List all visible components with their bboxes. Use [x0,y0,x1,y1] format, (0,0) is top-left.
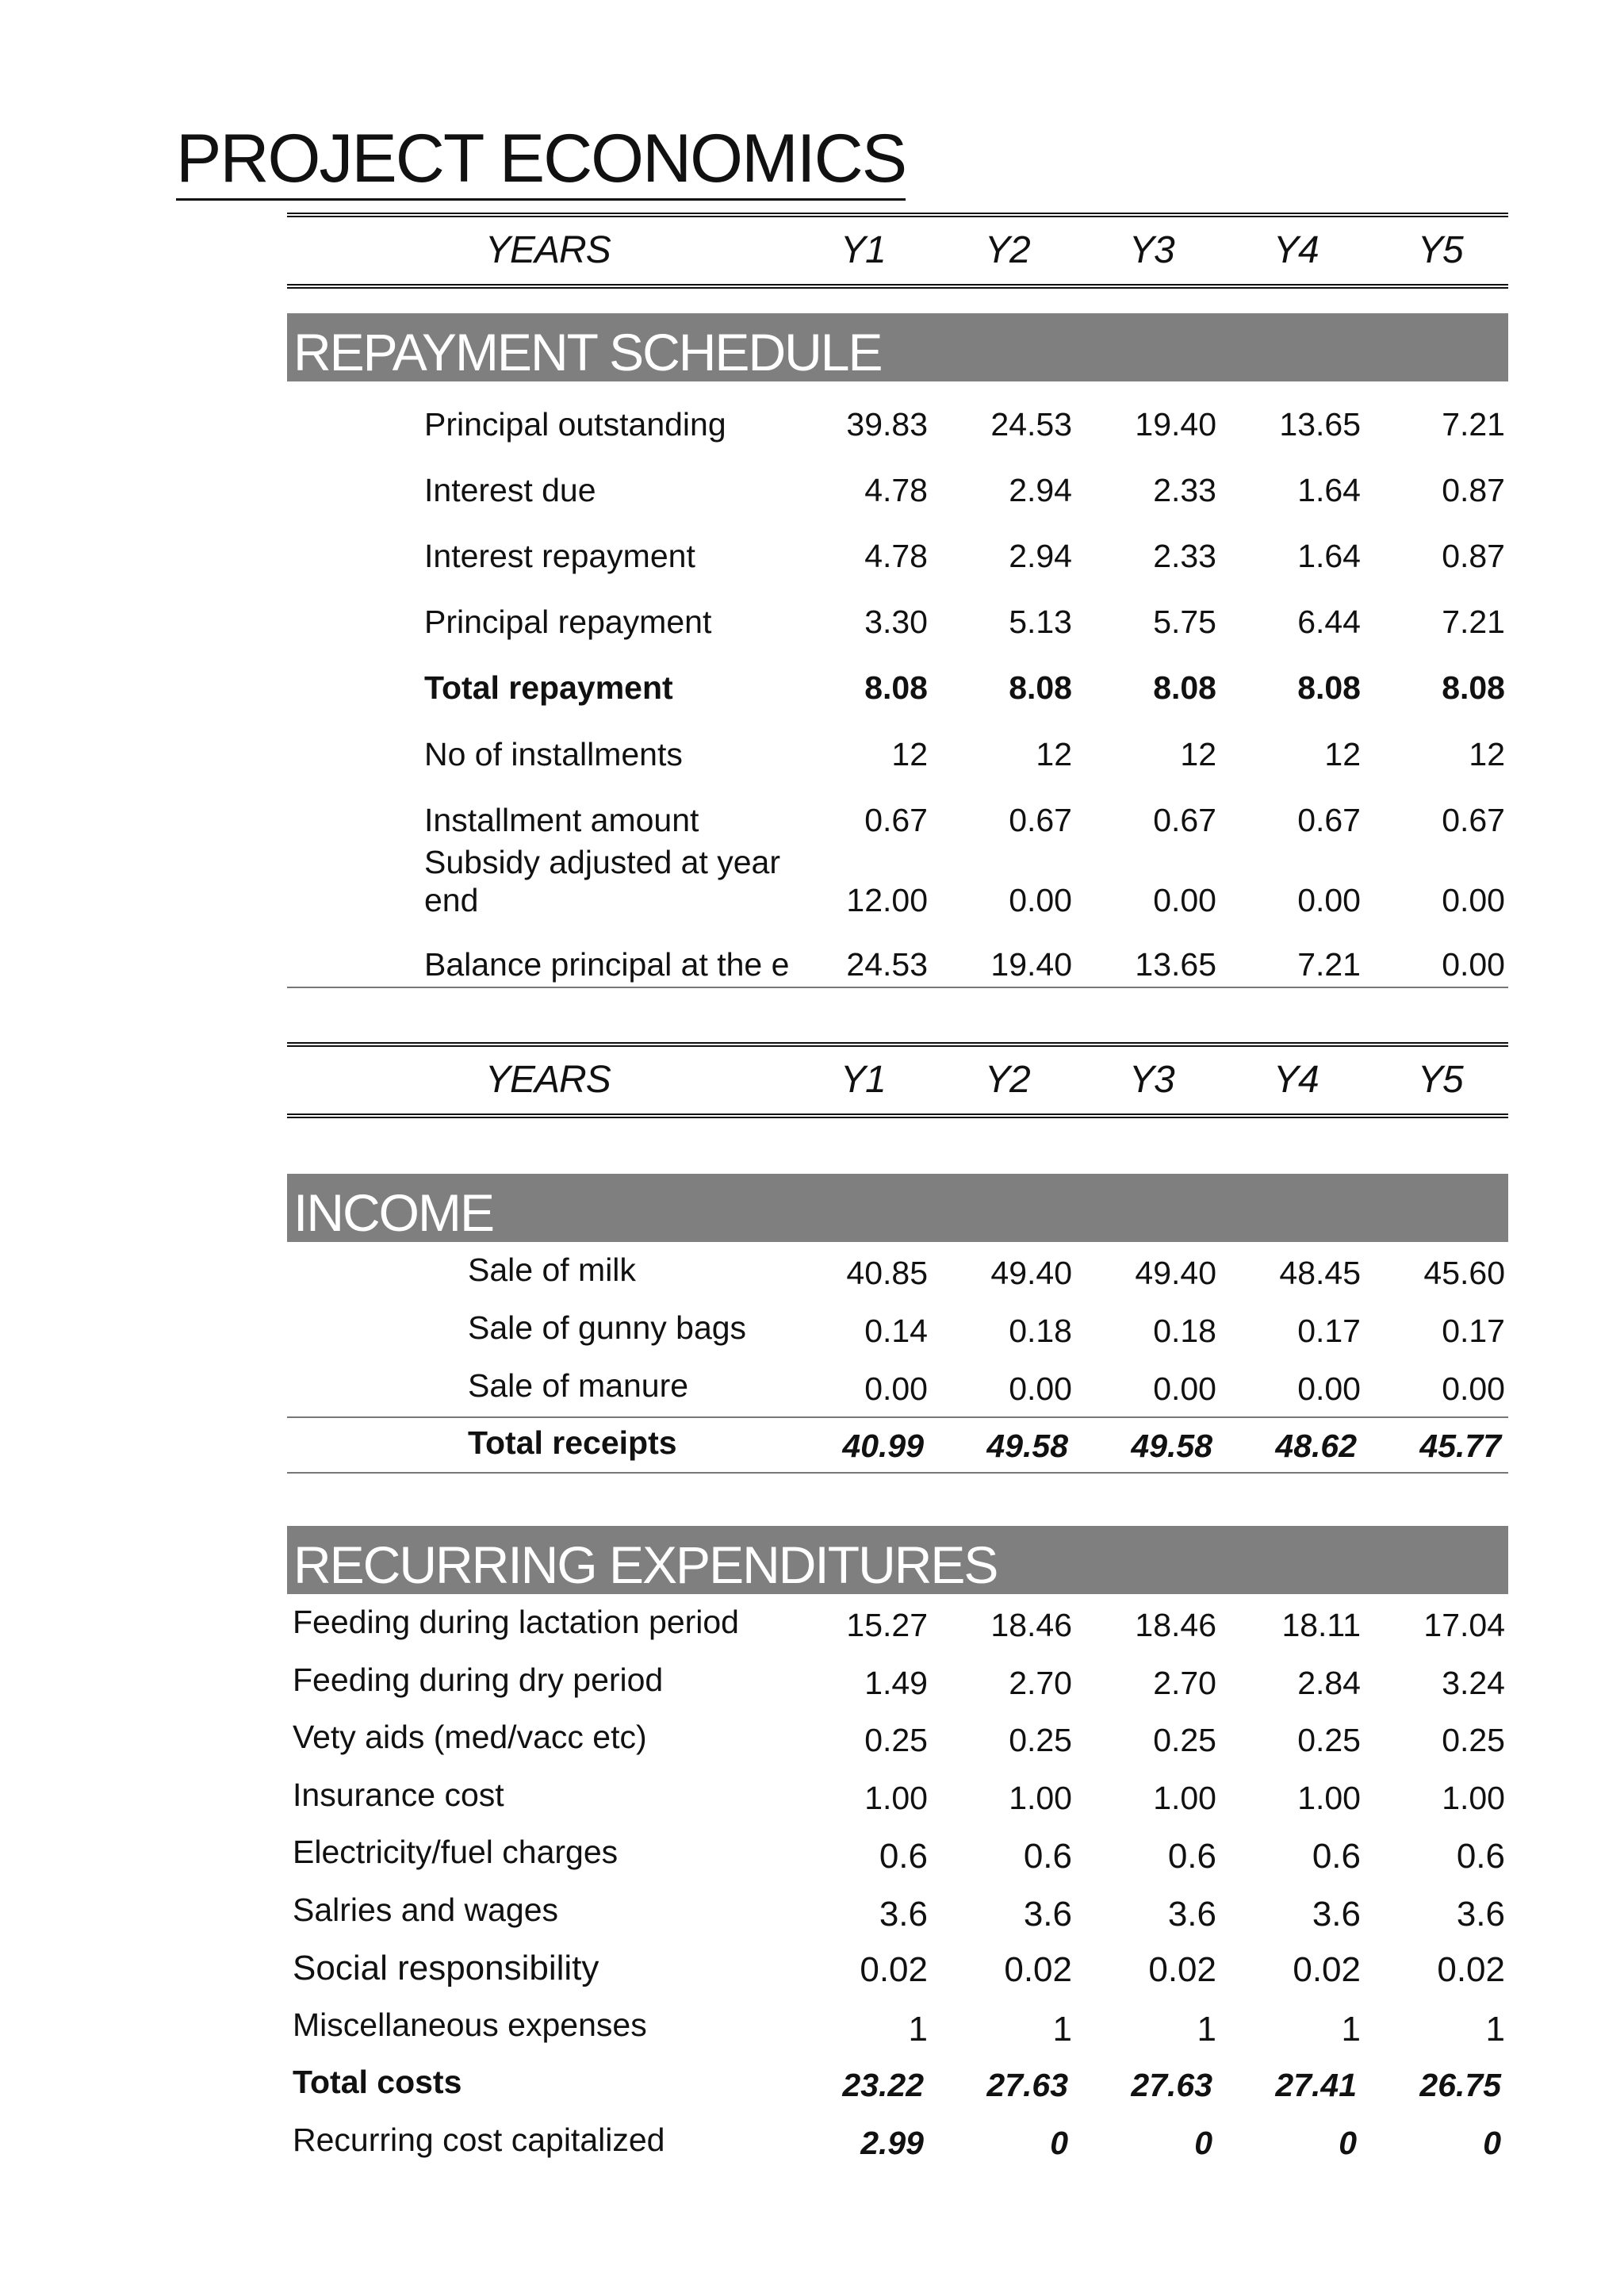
value-y1: 1.00 [864,1780,928,1816]
value-y3: 0.25 [1153,1722,1216,1758]
table-row [0,1949,1624,1996]
years-header [287,213,1508,289]
value-y5: 8.08 [1442,669,1505,706]
value-y3: 2.33 [1153,472,1216,508]
table-row [0,604,1624,651]
table-row-total-costs [0,2064,1624,2111]
value-y2: 8.08 [1009,669,1072,706]
value-y5: 0.87 [1442,538,1505,574]
value-y4: 2.84 [1297,1665,1361,1701]
value-y1: 40.99 [842,1428,924,1464]
divider [287,1416,1508,1418]
value-y1: 8.08 [864,669,928,706]
table-row [0,2122,1624,2169]
row-label: Sale of gunny bags [468,1309,747,1346]
row-label: Sale of manure [468,1367,689,1404]
value-y4: 0.6 [1312,1837,1361,1876]
year-y1: Y1 [841,229,886,271]
value-y2: 0.6 [1023,1837,1072,1876]
value-y3: 1 [1197,2010,1216,2049]
table-row [0,736,1624,784]
value-y1: 3.30 [864,604,928,640]
value-y5: 26.75 [1419,2067,1501,2103]
divider [287,1472,1508,1474]
year-y3: Y3 [1129,1059,1174,1101]
row-label: No of installments [424,736,683,772]
value-y4: 0.00 [1297,1370,1361,1407]
value-y4: 6.44 [1297,604,1361,640]
table-row-total-receipts [0,1424,1624,1472]
value-y3: 0.02 [1148,1950,1216,1989]
value-y1: 0.67 [864,802,928,838]
row-label: Principal repayment [424,604,712,640]
value-y5: 3.24 [1442,1665,1505,1701]
value-y2: 2.70 [1009,1665,1072,1701]
row-label: Feeding during dry period [293,1662,664,1698]
row-label: Total repayment [424,669,673,706]
value-y1: 3.6 [879,1895,928,1934]
value-y2: 1 [1052,2010,1072,2049]
value-y1: 2.99 [860,2125,924,2161]
repayment-schedule-heading: REPAYMENT SCHEDULE [287,313,1508,381]
value-y1: 12.00 [846,882,928,918]
value-y2: 19.40 [990,946,1072,983]
value-y4: 0.67 [1297,802,1361,838]
year-y4: Y4 [1274,229,1319,271]
value-y4: 8.08 [1297,669,1361,706]
value-y5: 0.00 [1442,882,1505,918]
value-y5: 0.00 [1442,1370,1505,1407]
value-y1: 1.49 [864,1665,928,1701]
value-y2: 2.94 [1009,472,1072,508]
value-y4: 12 [1324,736,1361,772]
value-y4: 3.6 [1312,1895,1361,1934]
value-y2: 0.00 [1009,1370,1072,1407]
table-row [0,1892,1624,1939]
value-y3: 3.6 [1167,1895,1216,1934]
page-title: PROJECT ECONOMICS [176,119,906,201]
value-y3: 13.65 [1135,946,1216,983]
table-row [0,1367,1624,1415]
value-y4: 7.21 [1297,946,1361,983]
value-y1: 39.83 [846,406,928,443]
value-y5: 0.87 [1442,472,1505,508]
value-y1: 23.22 [842,2067,924,2103]
row-label: Interest due [424,472,596,508]
value-y2: 2.94 [1009,538,1072,574]
row-label: Balance principal at the e [424,946,790,983]
year-y5: Y5 [1418,1059,1463,1101]
value-y2: 49.40 [990,1255,1072,1291]
value-y3: 0.6 [1167,1837,1216,1876]
value-y2: 18.46 [990,1607,1072,1643]
value-y1: 1 [908,2010,928,2049]
divider [287,987,1508,988]
value-y4: 18.11 [1281,1607,1361,1643]
value-y3: 0.00 [1153,1370,1216,1407]
table-row [0,1309,1624,1357]
value-y4: 0.02 [1293,1950,1361,1989]
value-y3: 2.70 [1153,1665,1216,1701]
value-y5: 3.6 [1456,1895,1505,1934]
table-row [0,2007,1624,2054]
row-label: Vety aids (med/vacc etc) [293,1719,647,1755]
value-y2: 0.25 [1009,1722,1072,1758]
row-label: Interest repayment [424,538,695,574]
years-header [287,1042,1508,1118]
value-y2: 0.18 [1009,1313,1072,1349]
year-y4: Y4 [1274,1059,1319,1101]
value-y4: 48.45 [1279,1255,1361,1291]
table-row [0,406,1624,454]
value-y4: 13.65 [1279,406,1361,443]
value-y1: 0.00 [864,1370,928,1407]
row-label: Recurring cost capitalized [293,2122,665,2158]
value-y5: 0.67 [1442,802,1505,838]
value-y1: 0.6 [879,1837,928,1876]
value-y4: 27.41 [1275,2067,1357,2103]
value-y2: 24.53 [990,406,1072,443]
value-y3: 1.00 [1153,1780,1216,1816]
year-y2: Y2 [985,1059,1030,1101]
years-label: YEARS [485,1059,611,1101]
value-y5: 0.02 [1437,1950,1505,1989]
value-y4: 1.00 [1297,1780,1361,1816]
table-row [0,802,1624,849]
value-y3: 0 [1194,2125,1212,2161]
table-row [0,1604,1624,1651]
value-y5: 12 [1469,736,1505,772]
value-y4: 0.00 [1297,882,1361,918]
year-y2: Y2 [985,229,1030,271]
value-y1: 12 [891,736,928,772]
value-y2: 12 [1036,736,1072,772]
row-label: Sale of milk [468,1251,636,1288]
value-y2: 5.13 [1009,604,1072,640]
value-y4: 0 [1339,2125,1357,2161]
value-y4: 48.62 [1275,1428,1357,1464]
value-y1: 0.02 [860,1950,928,1989]
row-label: Installment amount [424,802,699,838]
row-label-line2: end [424,882,479,918]
value-y1: 24.53 [846,946,928,983]
value-y2: 0.02 [1004,1950,1072,1989]
value-y5: 0.17 [1442,1313,1505,1349]
year-y1: Y1 [841,1059,886,1101]
value-y2: 1.00 [1009,1780,1072,1816]
value-y1: 15.27 [846,1607,928,1643]
value-y2: 27.63 [986,2067,1068,2103]
value-y1: 40.85 [846,1255,928,1291]
table-row [0,1251,1624,1299]
value-y3: 0.18 [1153,1313,1216,1349]
row-label: Social responsibility [293,1949,599,1987]
value-y3: 19.40 [1135,406,1216,443]
value-y4: 1.64 [1297,472,1361,508]
value-y5: 45.77 [1419,1428,1501,1464]
table-row [0,538,1624,585]
value-y3: 49.58 [1131,1428,1212,1464]
value-y5: 0.6 [1456,1837,1505,1876]
income-heading: INCOME [287,1174,1508,1242]
value-y4: 0.25 [1297,1722,1361,1758]
value-y3: 0.67 [1153,802,1216,838]
value-y2: 0 [1050,2125,1068,2161]
value-y3: 0.00 [1153,882,1216,918]
value-y1: 0.25 [864,1722,928,1758]
row-label: Salries and wages [293,1892,559,1928]
value-y3: 8.08 [1153,669,1216,706]
table-row [0,1662,1624,1709]
table-row [0,472,1624,519]
row-label: Insurance cost [293,1777,504,1813]
year-y3: Y3 [1129,229,1174,271]
value-y5: 0.25 [1442,1722,1505,1758]
row-label: Miscellaneous expenses [293,2007,647,2043]
value-y4: 1.64 [1297,538,1361,574]
year-y5: Y5 [1418,229,1463,271]
value-y3: 2.33 [1153,538,1216,574]
value-y3: 18.46 [1135,1607,1216,1643]
row-label: Feeding during lactation period [293,1604,739,1640]
row-label: Electricity/fuel charges [293,1834,619,1870]
table-row [0,1834,1624,1881]
value-y5: 1 [1485,2010,1505,2049]
row-label: Total receipts [468,1424,677,1461]
row-label: Principal outstanding [424,406,726,443]
row-label: Total costs [293,2064,462,2100]
table-row-total-repayment [0,669,1624,717]
value-y2: 3.6 [1023,1895,1072,1934]
value-y2: 0.00 [1009,882,1072,918]
value-y5: 7.21 [1442,406,1505,443]
years-label: YEARS [485,229,611,271]
value-y5: 17.04 [1423,1607,1505,1643]
value-y3: 27.63 [1131,2067,1212,2103]
value-y2: 49.58 [986,1428,1068,1464]
value-y5: 1.00 [1442,1780,1505,1816]
value-y5: 0 [1483,2125,1501,2161]
table-row [0,1719,1624,1766]
value-y3: 12 [1180,736,1216,772]
value-y3: 49.40 [1135,1255,1216,1291]
value-y4: 1 [1341,2010,1361,2049]
value-y1: 4.78 [864,538,928,574]
value-y5: 7.21 [1442,604,1505,640]
value-y1: 4.78 [864,472,928,508]
value-y1: 0.14 [864,1313,928,1349]
recurring-expenditures-heading: RECURRING EXPENDITURES [287,1526,1508,1594]
value-y3: 5.75 [1153,604,1216,640]
table-row [0,844,1624,931]
value-y2: 0.67 [1009,802,1072,838]
value-y5: 45.60 [1423,1255,1505,1291]
row-label-line1: Subsidy adjusted at year [424,844,780,880]
value-y4: 0.17 [1297,1313,1361,1349]
value-y5: 0.00 [1442,946,1505,983]
table-row [0,1777,1624,1824]
